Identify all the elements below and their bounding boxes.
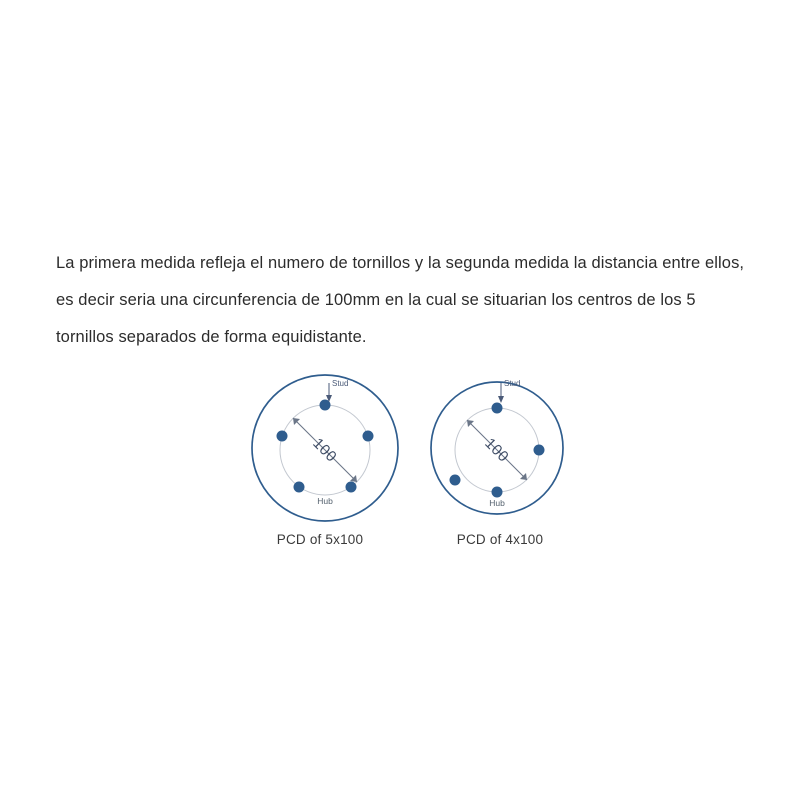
hub-label: Hub	[317, 496, 333, 506]
stud-bolt	[492, 487, 503, 498]
stud-bolt	[363, 431, 374, 442]
stud-bolt	[294, 482, 305, 493]
figure-captions	[230, 532, 590, 547]
pcd-diagram-figure	[230, 358, 590, 558]
stud-label: Stud	[332, 379, 349, 388]
pcd-value-label: 100	[309, 434, 341, 466]
caption-left: PCD of 5x100	[276, 532, 364, 547]
stud-bolt	[534, 445, 545, 456]
stud-bolt	[450, 475, 461, 486]
caption-right: PCD of 4x100	[456, 532, 544, 547]
wheel-diagram-left	[252, 375, 398, 521]
wheel-diagram-right	[431, 379, 563, 514]
body-paragraph: La primera medida refleja el numero de tornillos y la segunda medida la distancia entre ellos, es decir seria una circunferencia de 100mm en la cual se situarian los centros de los 5 tornillos separados de forma equidistante.	[56, 253, 745, 346]
stud-bolt	[277, 431, 288, 442]
stud-bolt	[492, 403, 503, 414]
stud-bolt	[346, 482, 357, 493]
hub-label: Hub	[489, 498, 505, 508]
pcd-value-label: 100	[481, 434, 513, 466]
stud-label: Stud	[504, 379, 521, 388]
pcd-diagram-svg	[230, 358, 590, 558]
